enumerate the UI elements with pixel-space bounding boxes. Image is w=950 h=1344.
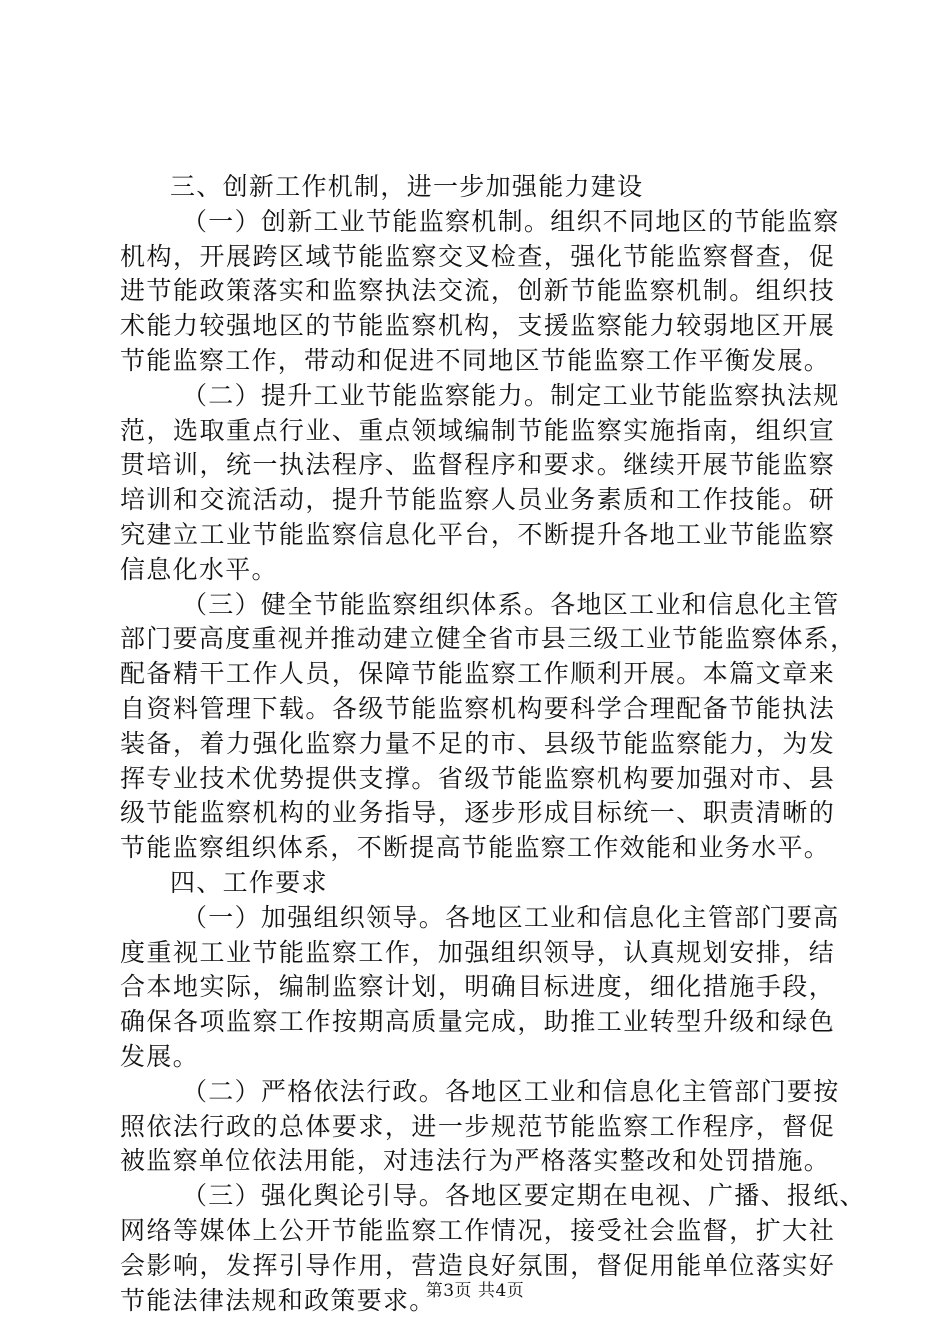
text-line: （一）加强组织领导。各地区工业和信息化主管部门要高 — [182, 902, 840, 932]
text-line: 四、工作要求 — [170, 867, 328, 897]
text-line: （三）强化舆论引导。各地区要定期在电视、广播、报纸、 — [182, 1181, 866, 1211]
text-line: （三）健全节能监察组织体系。各地区工业和信息化主管 — [182, 589, 840, 619]
text-line: 部门要高度重视并推动建立健全省市县三级工业节能监察体系， — [120, 624, 857, 654]
text-line: 贯培训，统一执法程序、监督程序和要求。继续开展节能监察 — [120, 450, 835, 480]
page-number-footer: 第3页 共4页 — [425, 1281, 525, 1301]
text-line: （二）严格依法行政。各地区工业和信息化主管部门要按 — [182, 1076, 840, 1106]
text-line: 配备精干工作人员，保障节能监察工作顺利开展。本篇文章来 — [120, 659, 835, 689]
text-line: 机构，开展跨区域节能监察交叉检查，强化节能监察督查，促 — [120, 241, 835, 271]
text-line: 会影响，发挥引导作用，营造良好氛围，督促用能单位落实好 — [120, 1250, 835, 1280]
text-line: 三、创新工作机制，进一步加强能力建设 — [170, 172, 644, 201]
text-line: 照依法行政的总体要求，进一步规范节能监察工作程序，督促 — [120, 1111, 835, 1141]
text-line: 装备，着力强化监察力量不足的市、县级节能监察能力，为发 — [120, 728, 835, 758]
text-line: 网络等媒体上公开节能监察工作情况，接受社会监督，扩大社 — [120, 1215, 835, 1245]
text-line: 自资料管理下载。各级节能监察机构要科学合理配备节能执法 — [120, 693, 835, 723]
text-line: 度重视工业节能监察工作，加强组织领导，认真规划安排，结 — [120, 937, 835, 967]
text-line: 合本地实际，编制监察计划，明确目标进度，细化措施手段， — [120, 972, 835, 1002]
text-line: 信息化水平。 — [120, 554, 278, 584]
text-line: 被监察单位依法用能，对违法行为严格落实整改和处罚措施。 — [120, 1146, 831, 1176]
text-line: （二）提升工业节能监察能力。制定工业节能监察执法规 — [182, 380, 840, 410]
text-line: 节能法律法规和政策要求。 — [120, 1285, 436, 1315]
text-line: （一）创新工业节能监察机制。组织不同地区的节能监察 — [182, 206, 840, 236]
text-line: 节能监察工作，带动和促进不同地区节能监察工作平衡发展。 — [120, 345, 831, 375]
text-line: 发展。 — [120, 1041, 199, 1071]
text-line: 确保各项监察工作按期高质量完成，助推工业转型升级和绿色 — [120, 1007, 835, 1037]
text-line: 进节能政策落实和监察执法交流，创新节能监察机制。组织技 — [120, 276, 835, 306]
text-line: 究建立工业节能监察信息化平台，不断提升各地工业节能监察 — [120, 519, 835, 549]
text-line: 范，选取重点行业、重点领域编制节能监察实施指南，组织宣 — [120, 415, 835, 445]
text-line: 挥专业技术优势提供支撑。省级节能监察机构要加强对市、县 — [120, 763, 835, 793]
text-line: 术能力较强地区的节能监察机构，支援监察能力较弱地区开展 — [120, 311, 835, 341]
text-line: 节能监察组织体系，不断提高节能监察工作效能和业务水平。 — [120, 833, 831, 863]
document-body — [120, 170, 866, 1318]
text-line: 培训和交流活动，提升节能监察人员业务素质和工作技能。研 — [120, 485, 835, 515]
text-line: 级节能监察机构的业务指导，逐步形成目标统一、职责清晰的 — [120, 798, 835, 828]
